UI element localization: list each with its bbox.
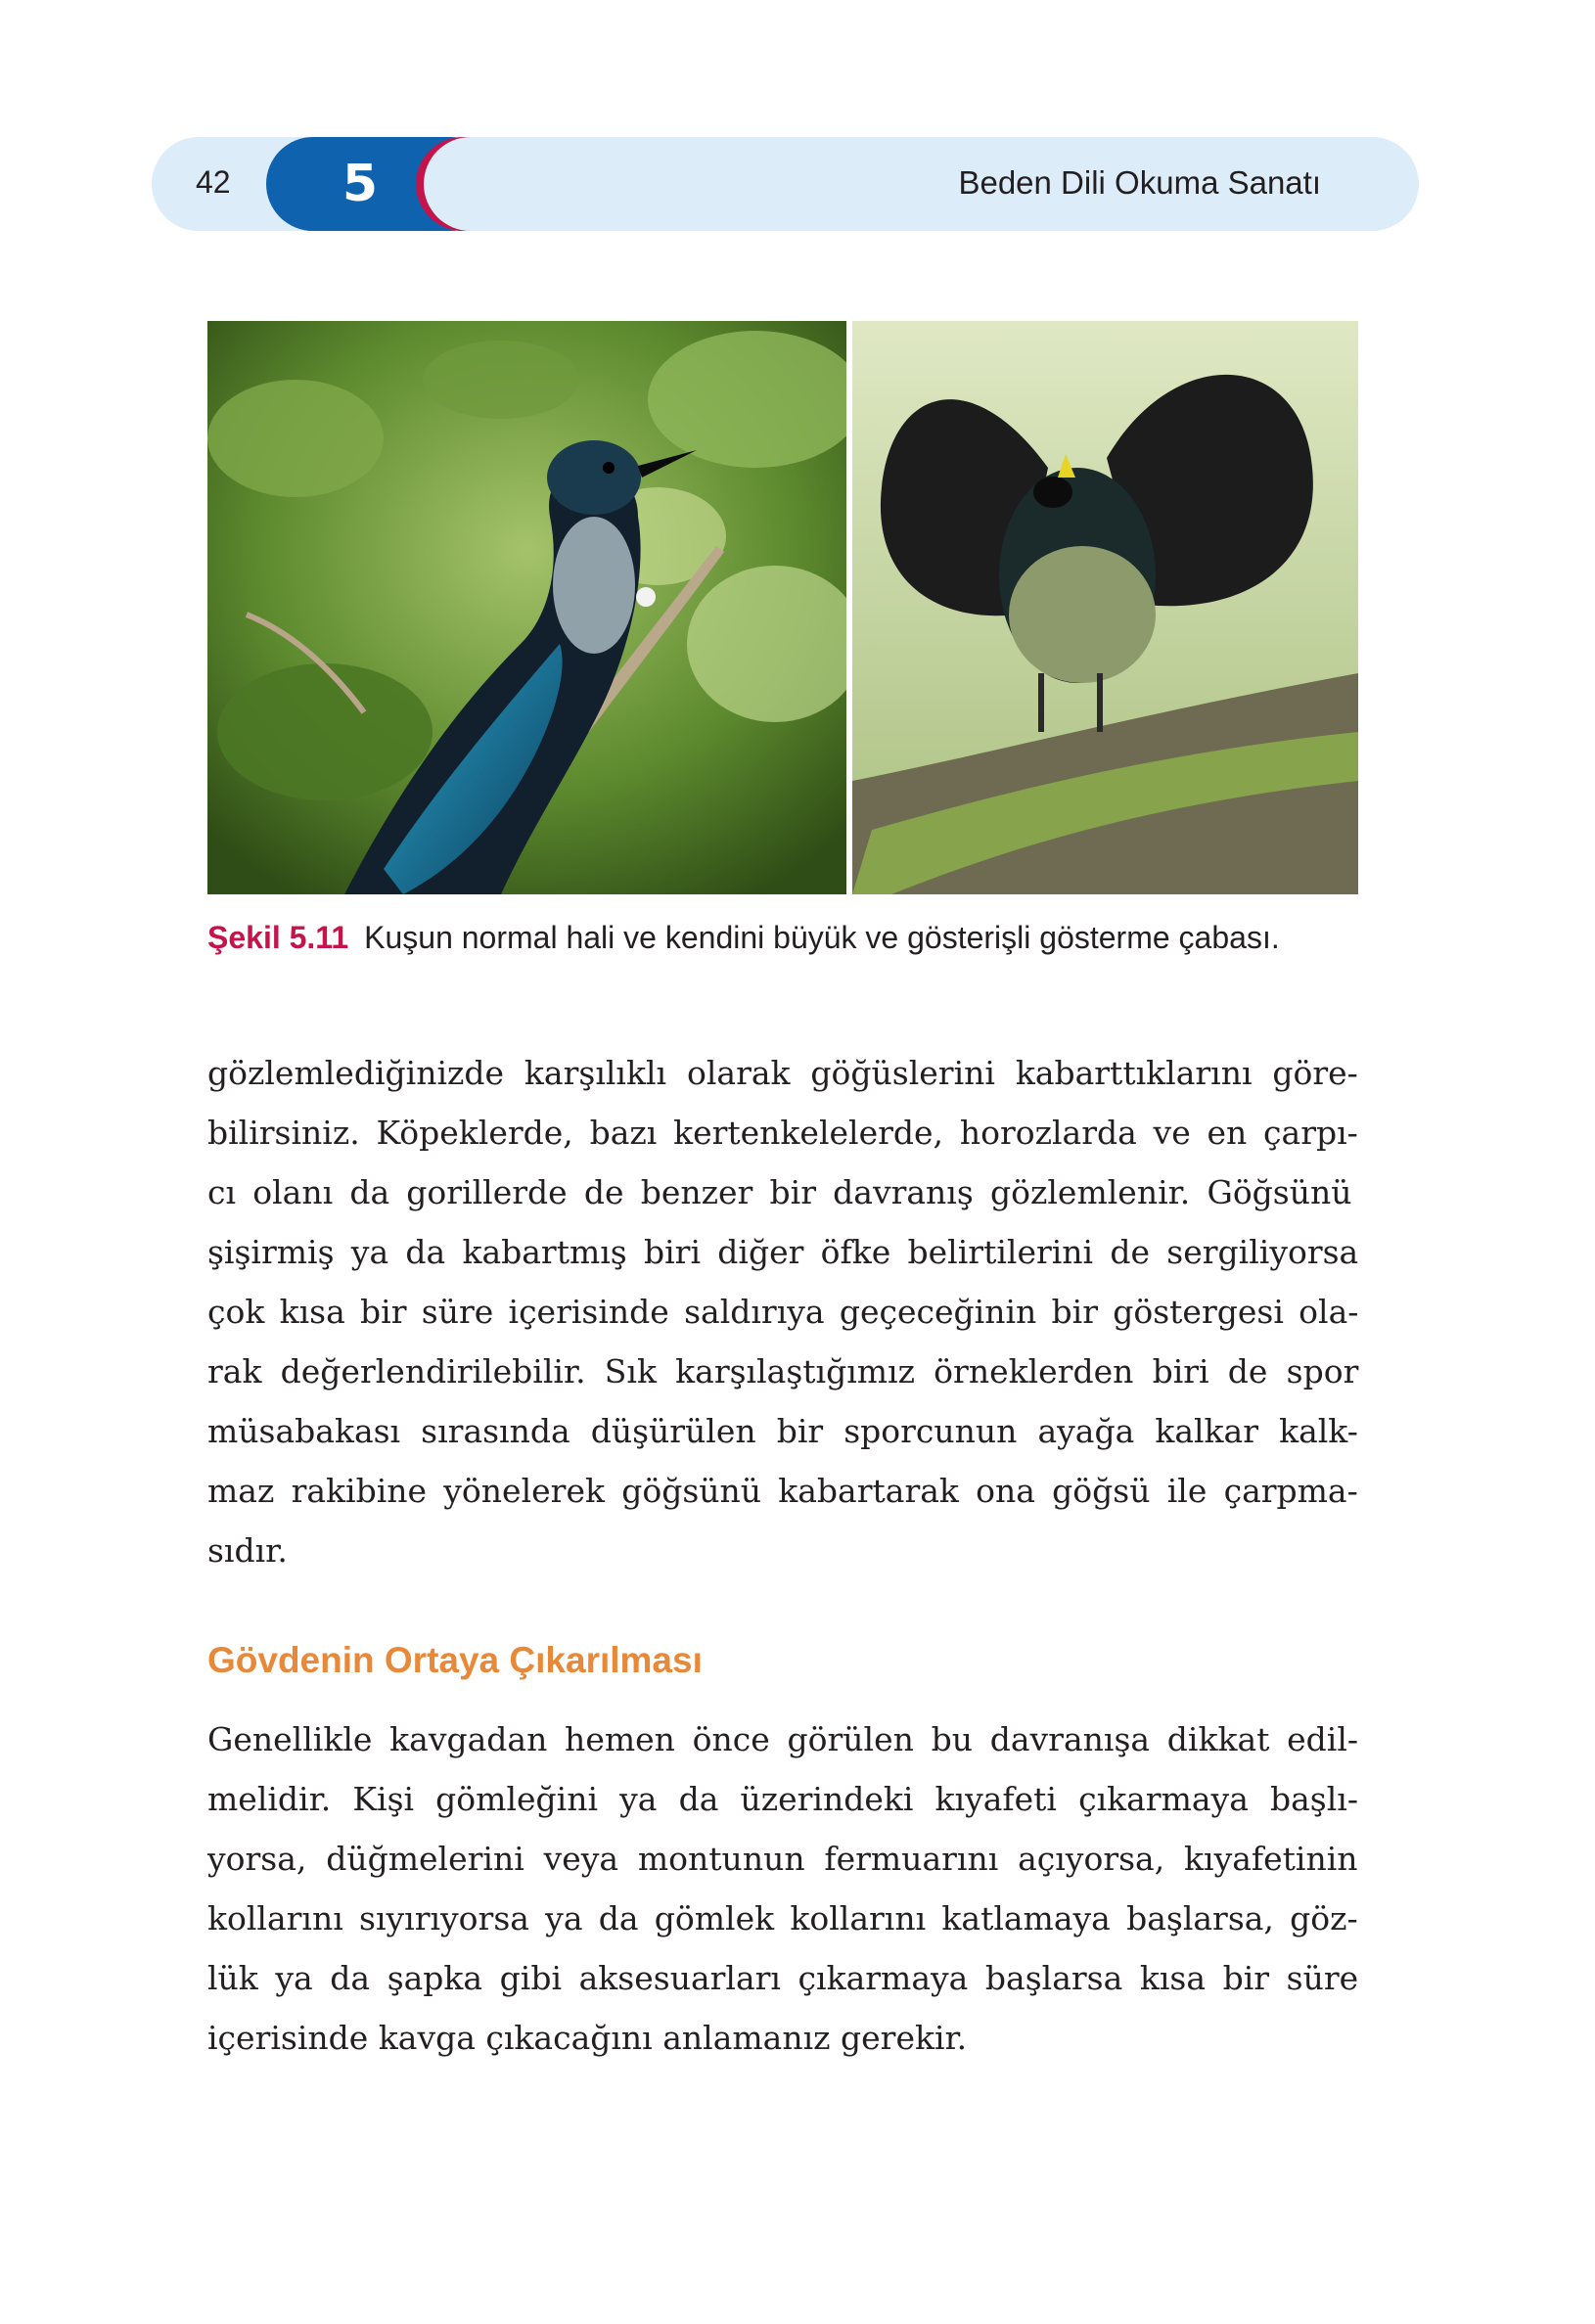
text-line: çok kısa bir süre içerisinde saldırıya geçeceğinin bir göstergesi ola- bbox=[207, 1293, 1359, 1331]
text-line: gözlemlediğinizde karşılıklı olarak göğüslerini kabarttıklarını göre- bbox=[207, 1054, 1358, 1092]
text-line: cı olanı da gorillerde de benzer bir davranış gözlemlenir. Göğsünü bbox=[207, 1173, 1352, 1211]
text-line: kollarını sıyırıyorsa ya da gömlek kollarını katlamaya başlarsa, göz- bbox=[207, 1899, 1358, 1937]
text-line: lük ya da şapka gibi aksesuarları çıkarmaya başlarsa kısa bir süre bbox=[207, 1959, 1359, 1997]
text-line: rak değerlendirilebilir. Sık karşılaştığımız örneklerden biri de spor bbox=[207, 1352, 1359, 1390]
figure-label: Şekil 5.11 bbox=[207, 920, 349, 955]
figure-caption bbox=[207, 920, 1382, 956]
chapter-number: 5 bbox=[342, 155, 379, 213]
text-line: içerisinde kavga çıkacağını anlamanız gerekir. bbox=[207, 2019, 968, 2057]
text-line: şişirmiş ya da kabartmış biri diğer öfke belirtilerini de sergiliyorsa bbox=[207, 1233, 1359, 1271]
body-paragraph-1 bbox=[207, 1043, 1358, 1580]
body-paragraph-2 bbox=[207, 1709, 1358, 2068]
text-line: Genellikle kavgadan hemen önce görülen bu davranışa dikkat edil- bbox=[207, 1720, 1359, 1758]
figure-caption-text: Kuşun normal hali ve kendini büyük ve gösterişli gösterme çabası. bbox=[364, 920, 1280, 955]
book-title: Beden Dili Okuma Sanatı bbox=[958, 164, 1321, 201]
section-heading: Gövdenin Ortaya Çıkarılması bbox=[207, 1640, 703, 1680]
tui-bird-photo bbox=[207, 321, 846, 894]
text-line: yorsa, düğmelerini veya montunun fermuarını açıyorsa, kıyafetinin bbox=[207, 1840, 1358, 1878]
chapter-badge-curve bbox=[416, 137, 631, 231]
page-number: 42 bbox=[196, 164, 231, 200]
text-line: sıdır. bbox=[207, 1531, 288, 1570]
text-line: müsabakası sırasında düşürülen bir sporcunun ayağa kalkar kalk- bbox=[207, 1412, 1358, 1450]
bird-of-paradise-photo bbox=[852, 321, 1358, 894]
text-line: maz rakibine yönelerek göğsünü kabartarak ona göğsü ile çarpma- bbox=[207, 1472, 1358, 1510]
text-line: bilirsiniz. Köpeklerde, bazı kertenkelelerde, horozlarda ve en çarpı- bbox=[207, 1114, 1358, 1152]
text-line: melidir. Kişi gömleğini ya da üzerindeki kıyafeti çıkarmaya başlı- bbox=[207, 1780, 1358, 1818]
